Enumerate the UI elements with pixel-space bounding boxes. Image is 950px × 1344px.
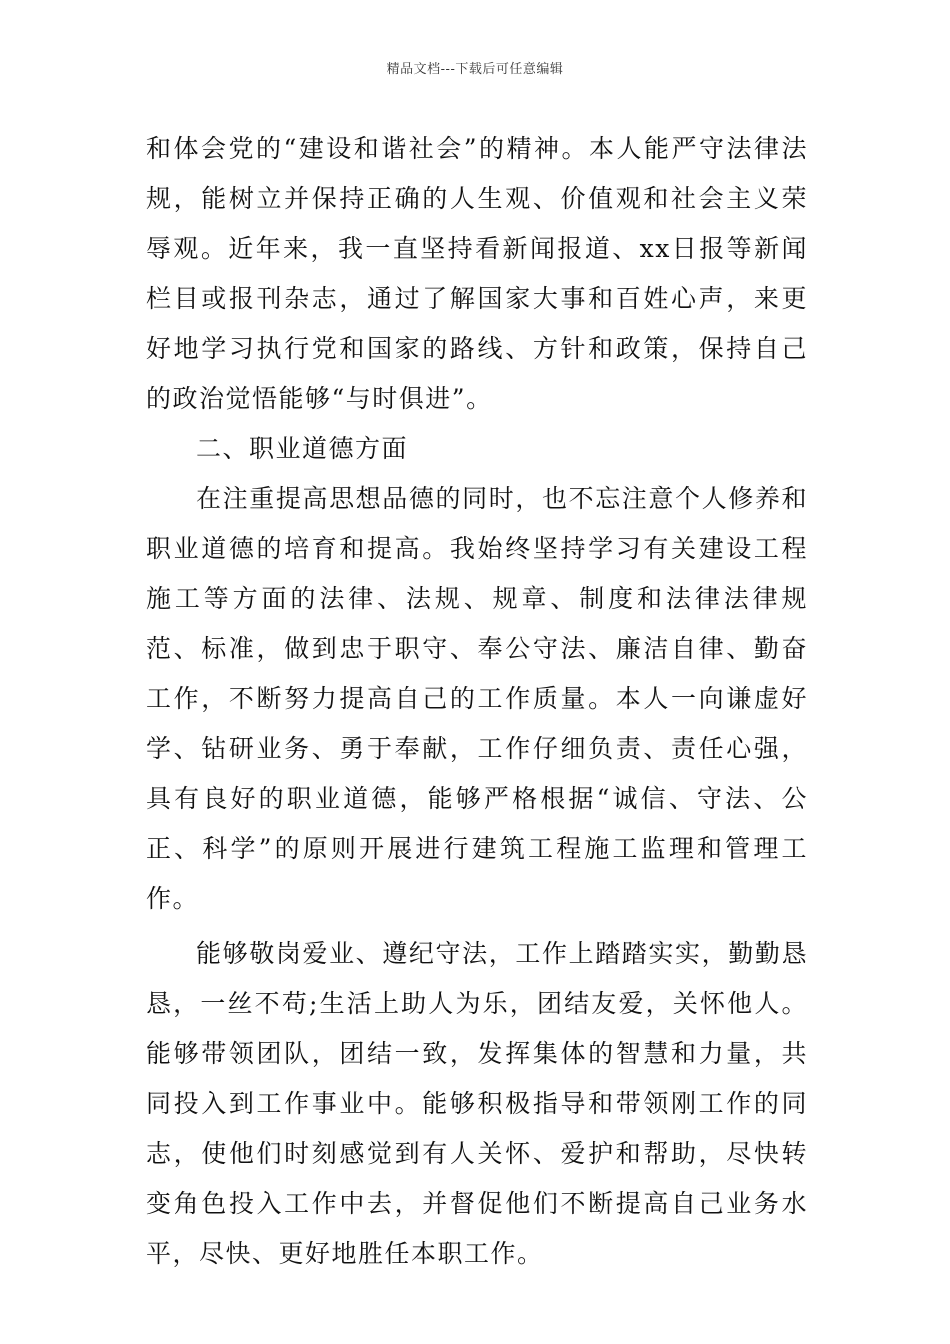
section-heading: 二、职业道德方面 (196, 434, 409, 463)
page-header: 精品文档---下载后可任意编辑 (386, 62, 564, 77)
paragraph-continued: 和体会党的“建设和谐社会”的精神。本人能严守法律法规，能树立并保持正确的人生观、价值观和社会主义荣辱观。近年来，我一直坚持看新闻报道、xx日报等新闻栏目或报刊杂志，通过了解国家大事和百姓心声，来更好地学习执行党和国家的路线、方针和政策，保持自己的政治觉悟能够“与时俱进”。 (146, 134, 808, 413)
document-body (146, 124, 808, 1279)
paragraph-professional-ethics: 在注重提高思想品德的同时，也不忘注意个人修养和职业道德的培育和提高。我始终坚持学习有关建设工程施工等方面的法律、法规、规章、制度和法律法律规范、标准，做到忠于职守、奉公守法、廉洁自律、勤奋工作，不断努力提高自己的工作质量。本人一向谦虚好学、钻研业务、勇于奉献，工作仔细负责、责任心强，具有良好的职业道德，能够严格根据“诚信、守法、公正、科学”的原则开展进行建筑工程施工监理和管理工作。 (146, 484, 808, 913)
paragraph-work-attitude: 能够敬岗爱业、遵纪守法，工作上踏踏实实，勤勤恳恳，一丝不苟;生活上助人为乐，团结友爱，关怀他人。能够带领团队，团结一致，发挥集体的智慧和力量，共同投入到工作事业中。能够积极指导和带领刚工作的同志，使他们时刻感觉到有人关怀、爱护和帮助，尽快转变角色投入工作中去，并督促他们不断提高自己业务水平，尽快、更好地胜任本职工作。 (146, 939, 808, 1268)
